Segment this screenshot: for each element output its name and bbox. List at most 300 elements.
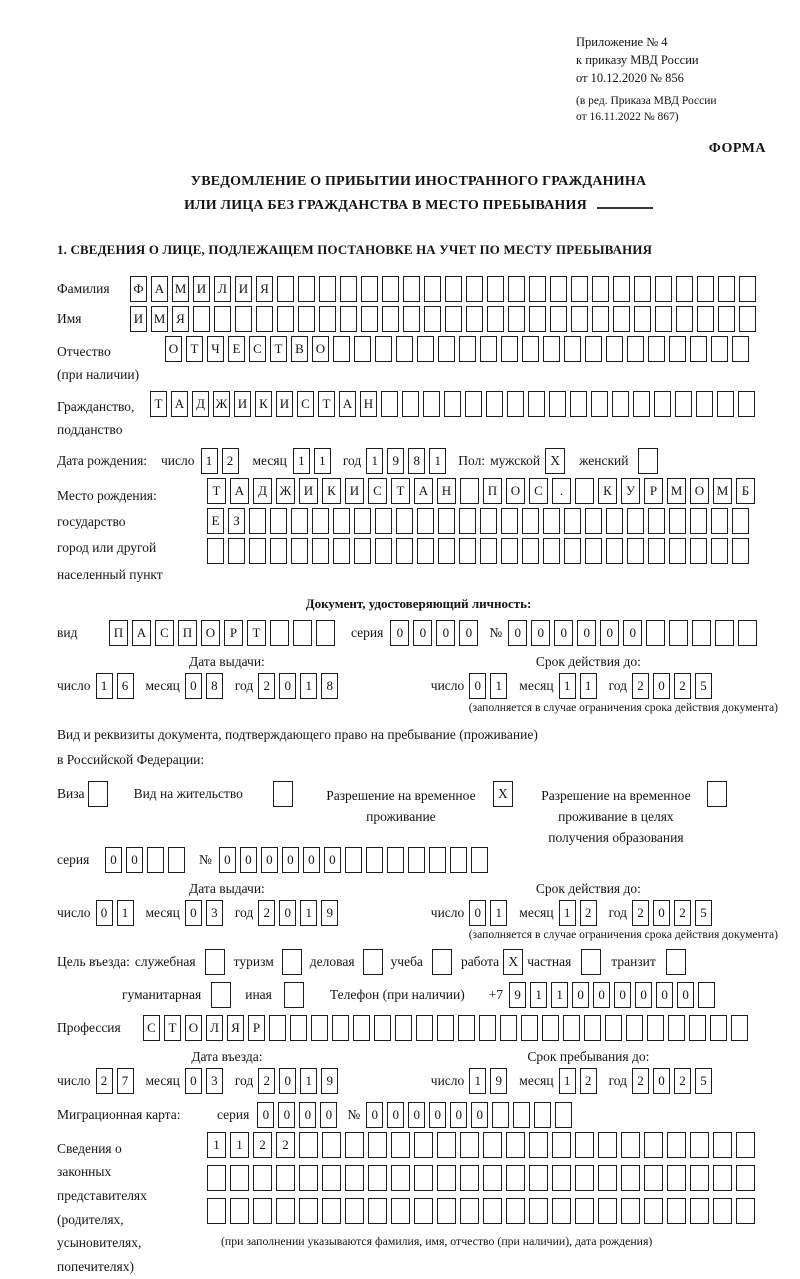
char-cell[interactable] xyxy=(270,508,287,534)
char-cell[interactable] xyxy=(696,391,713,417)
char-cell[interactable] xyxy=(479,1015,496,1041)
char-cell[interactable] xyxy=(480,508,497,534)
char-cell[interactable]: К xyxy=(255,391,272,417)
birthdate-year-cells[interactable] xyxy=(366,448,450,474)
char-cell[interactable] xyxy=(692,620,711,646)
char-cell[interactable] xyxy=(458,1015,475,1041)
char-cell[interactable] xyxy=(655,306,672,332)
char-cell[interactable] xyxy=(676,306,693,332)
char-cell[interactable] xyxy=(543,336,560,362)
char-cell[interactable]: В xyxy=(291,336,308,362)
char-cell[interactable] xyxy=(368,1198,387,1224)
char-cell[interactable] xyxy=(230,1198,249,1224)
purpose-tourism-checkbox[interactable] xyxy=(282,949,302,975)
char-cell[interactable]: О xyxy=(165,336,182,362)
char-cell[interactable]: Н xyxy=(360,391,377,417)
char-cell[interactable] xyxy=(299,1198,318,1224)
char-cell[interactable] xyxy=(522,508,539,534)
char-cell[interactable]: Р xyxy=(644,478,663,504)
char-cell[interactable]: 8 xyxy=(408,448,425,474)
char-cell[interactable]: И xyxy=(193,276,210,302)
purpose-humanitarian-checkbox[interactable] xyxy=(211,982,231,1008)
char-cell[interactable] xyxy=(276,1198,295,1224)
char-cell[interactable] xyxy=(732,538,749,564)
char-cell[interactable] xyxy=(552,1132,571,1158)
char-cell[interactable] xyxy=(253,1198,272,1224)
char-cell[interactable]: 0 xyxy=(303,847,320,873)
char-cell[interactable]: 0 xyxy=(471,1102,488,1128)
char-cell[interactable]: 2 xyxy=(258,1068,275,1094)
char-cell[interactable] xyxy=(739,276,756,302)
char-cell[interactable] xyxy=(644,1198,663,1224)
char-cell[interactable]: И xyxy=(234,391,251,417)
char-cell[interactable]: 9 xyxy=(321,900,338,926)
char-cell[interactable]: П xyxy=(483,478,502,504)
char-cell[interactable] xyxy=(290,1015,307,1041)
char-cell[interactable] xyxy=(513,1102,530,1128)
char-cell[interactable]: 1 xyxy=(96,673,113,699)
char-cell[interactable] xyxy=(381,391,398,417)
char-cell[interactable]: 2 xyxy=(258,900,275,926)
char-cell[interactable] xyxy=(437,1015,454,1041)
purpose-study-checkbox[interactable] xyxy=(432,949,452,975)
char-cell[interactable] xyxy=(529,1132,548,1158)
char-cell[interactable] xyxy=(414,1198,433,1224)
visa-checkbox[interactable] xyxy=(88,781,108,807)
char-cell[interactable] xyxy=(417,508,434,534)
char-cell[interactable] xyxy=(353,1015,370,1041)
char-cell[interactable] xyxy=(736,1165,755,1191)
char-cell[interactable]: 0 xyxy=(459,620,478,646)
char-cell[interactable]: Т xyxy=(391,478,410,504)
char-cell[interactable] xyxy=(354,508,371,534)
char-cell[interactable]: 6 xyxy=(117,673,134,699)
char-cell[interactable]: 0 xyxy=(577,620,596,646)
char-cell[interactable] xyxy=(667,1165,686,1191)
char-cell[interactable] xyxy=(711,538,728,564)
char-cell[interactable]: Ж xyxy=(213,391,230,417)
residence-expiry-year-cells[interactable] xyxy=(632,900,716,926)
char-cell[interactable]: Я xyxy=(172,306,189,332)
char-cell[interactable] xyxy=(621,1165,640,1191)
char-cell[interactable]: 2 xyxy=(632,673,649,699)
char-cell[interactable] xyxy=(437,1165,456,1191)
char-cell[interactable] xyxy=(542,1015,559,1041)
char-cell[interactable] xyxy=(647,1015,664,1041)
char-cell[interactable]: М xyxy=(151,306,168,332)
char-cell[interactable] xyxy=(669,620,688,646)
char-cell[interactable] xyxy=(391,1165,410,1191)
char-cell[interactable]: 5 xyxy=(695,900,712,926)
char-cell[interactable]: 0 xyxy=(105,847,122,873)
char-cell[interactable] xyxy=(345,1198,364,1224)
char-cell[interactable]: Л xyxy=(214,276,231,302)
char-cell[interactable] xyxy=(483,1198,502,1224)
char-cell[interactable]: 0 xyxy=(653,900,670,926)
char-cell[interactable]: О xyxy=(185,1015,202,1041)
char-cell[interactable] xyxy=(311,1015,328,1041)
char-cell[interactable]: А xyxy=(132,620,151,646)
char-cell[interactable] xyxy=(487,306,504,332)
char-cell[interactable]: 2 xyxy=(253,1132,272,1158)
char-cell[interactable] xyxy=(228,538,245,564)
char-cell[interactable] xyxy=(354,538,371,564)
char-cell[interactable] xyxy=(667,1132,686,1158)
purpose-business-checkbox[interactable] xyxy=(363,949,383,975)
surname-cells[interactable] xyxy=(130,276,760,302)
char-cell[interactable] xyxy=(277,276,294,302)
char-cell[interactable] xyxy=(322,1198,341,1224)
char-cell[interactable]: 1 xyxy=(490,673,507,699)
char-cell[interactable]: 8 xyxy=(206,673,223,699)
char-cell[interactable] xyxy=(214,306,231,332)
char-cell[interactable] xyxy=(391,1132,410,1158)
stay-until-day-cells[interactable] xyxy=(469,1068,511,1094)
char-cell[interactable] xyxy=(437,1198,456,1224)
birthplace-cells-row3[interactable] xyxy=(207,538,759,564)
char-cell[interactable] xyxy=(697,306,714,332)
char-cell[interactable]: 1 xyxy=(314,448,331,474)
char-cell[interactable] xyxy=(361,306,378,332)
char-cell[interactable]: И xyxy=(276,391,293,417)
char-cell[interactable] xyxy=(529,1198,548,1224)
char-cell[interactable] xyxy=(506,1198,525,1224)
char-cell[interactable] xyxy=(395,1015,412,1041)
char-cell[interactable] xyxy=(634,306,651,332)
char-cell[interactable] xyxy=(417,538,434,564)
char-cell[interactable] xyxy=(633,391,650,417)
char-cell[interactable] xyxy=(460,1132,479,1158)
sex-male-checkbox[interactable]: X xyxy=(545,448,565,474)
char-cell[interactable]: 0 xyxy=(429,1102,446,1128)
char-cell[interactable] xyxy=(368,1165,387,1191)
char-cell[interactable] xyxy=(606,538,623,564)
char-cell[interactable]: 1 xyxy=(580,673,597,699)
char-cell[interactable]: 0 xyxy=(219,847,236,873)
char-cell[interactable] xyxy=(644,1132,663,1158)
identity-expiry-day-cells[interactable] xyxy=(469,673,511,699)
char-cell[interactable] xyxy=(575,1198,594,1224)
char-cell[interactable] xyxy=(738,391,755,417)
char-cell[interactable] xyxy=(564,508,581,534)
identity-expiry-month-cells[interactable] xyxy=(559,673,601,699)
char-cell[interactable] xyxy=(571,276,588,302)
char-cell[interactable]: 5 xyxy=(695,1068,712,1094)
char-cell[interactable] xyxy=(387,847,404,873)
stay-until-year-cells[interactable] xyxy=(632,1068,716,1094)
char-cell[interactable] xyxy=(445,306,462,332)
char-cell[interactable]: 2 xyxy=(580,900,597,926)
char-cell[interactable] xyxy=(584,1015,601,1041)
char-cell[interactable] xyxy=(345,847,362,873)
char-cell[interactable] xyxy=(627,538,644,564)
char-cell[interactable]: И xyxy=(130,306,147,332)
char-cell[interactable] xyxy=(675,391,692,417)
char-cell[interactable] xyxy=(591,391,608,417)
char-cell[interactable] xyxy=(550,276,567,302)
char-cell[interactable] xyxy=(483,1132,502,1158)
char-cell[interactable]: О xyxy=(201,620,220,646)
char-cell[interactable]: 1 xyxy=(559,673,576,699)
char-cell[interactable] xyxy=(634,276,651,302)
char-cell[interactable] xyxy=(445,276,462,302)
temp-residence-checkbox[interactable]: X xyxy=(493,781,513,807)
char-cell[interactable] xyxy=(416,1015,433,1041)
char-cell[interactable] xyxy=(322,1132,341,1158)
char-cell[interactable] xyxy=(522,336,539,362)
residence-issue-year-cells[interactable] xyxy=(258,900,342,926)
char-cell[interactable]: 0 xyxy=(469,900,486,926)
char-cell[interactable]: 0 xyxy=(390,620,409,646)
char-cell[interactable] xyxy=(459,538,476,564)
char-cell[interactable] xyxy=(340,276,357,302)
char-cell[interactable]: 1 xyxy=(300,1068,317,1094)
char-cell[interactable] xyxy=(354,336,371,362)
char-cell[interactable]: 0 xyxy=(279,900,296,926)
char-cell[interactable]: 0 xyxy=(614,982,631,1008)
char-cell[interactable] xyxy=(598,1165,617,1191)
char-cell[interactable]: Я xyxy=(256,276,273,302)
char-cell[interactable] xyxy=(460,1165,479,1191)
identity-doc-series-cells[interactable] xyxy=(390,620,482,646)
char-cell[interactable]: 1 xyxy=(366,448,383,474)
char-cell[interactable] xyxy=(402,391,419,417)
char-cell[interactable] xyxy=(316,620,335,646)
char-cell[interactable]: 0 xyxy=(677,982,694,1008)
char-cell[interactable] xyxy=(333,336,350,362)
char-cell[interactable] xyxy=(270,620,289,646)
char-cell[interactable]: 0 xyxy=(185,673,202,699)
birthdate-month-cells[interactable] xyxy=(293,448,335,474)
char-cell[interactable]: 0 xyxy=(320,1102,337,1128)
purpose-work-checkbox[interactable]: X xyxy=(503,949,523,975)
char-cell[interactable] xyxy=(655,276,672,302)
char-cell[interactable] xyxy=(717,391,734,417)
char-cell[interactable] xyxy=(606,336,623,362)
char-cell[interactable] xyxy=(438,508,455,534)
char-cell[interactable] xyxy=(382,276,399,302)
char-cell[interactable] xyxy=(492,1102,509,1128)
char-cell[interactable]: К xyxy=(598,478,617,504)
char-cell[interactable] xyxy=(543,508,560,534)
char-cell[interactable] xyxy=(299,1165,318,1191)
char-cell[interactable] xyxy=(291,508,308,534)
char-cell[interactable] xyxy=(396,508,413,534)
char-cell[interactable] xyxy=(193,306,210,332)
char-cell[interactable]: С xyxy=(297,391,314,417)
patronymic-cells[interactable] xyxy=(165,336,753,362)
char-cell[interactable]: Л xyxy=(206,1015,223,1041)
char-cell[interactable] xyxy=(613,306,630,332)
char-cell[interactable] xyxy=(598,1198,617,1224)
char-cell[interactable]: 1 xyxy=(300,673,317,699)
char-cell[interactable] xyxy=(570,391,587,417)
char-cell[interactable] xyxy=(550,306,567,332)
char-cell[interactable] xyxy=(575,478,594,504)
char-cell[interactable] xyxy=(501,508,518,534)
char-cell[interactable] xyxy=(627,508,644,534)
char-cell[interactable] xyxy=(646,620,665,646)
char-cell[interactable]: 1 xyxy=(551,982,568,1008)
char-cell[interactable]: А xyxy=(414,478,433,504)
char-cell[interactable]: 1 xyxy=(469,1068,486,1094)
char-cell[interactable]: 0 xyxy=(554,620,573,646)
char-cell[interactable]: Д xyxy=(253,478,272,504)
char-cell[interactable] xyxy=(731,1015,748,1041)
char-cell[interactable]: М xyxy=(713,478,732,504)
char-cell[interactable] xyxy=(466,306,483,332)
legal-reps-cells-row1[interactable] xyxy=(207,1132,759,1158)
char-cell[interactable]: 1 xyxy=(117,900,134,926)
char-cell[interactable] xyxy=(598,1132,617,1158)
char-cell[interactable] xyxy=(230,1165,249,1191)
char-cell[interactable]: 8 xyxy=(321,673,338,699)
char-cell[interactable] xyxy=(690,336,707,362)
char-cell[interactable]: О xyxy=(312,336,329,362)
char-cell[interactable]: П xyxy=(178,620,197,646)
char-cell[interactable] xyxy=(291,538,308,564)
char-cell[interactable] xyxy=(207,538,224,564)
char-cell[interactable] xyxy=(710,1015,727,1041)
char-cell[interactable]: С xyxy=(249,336,266,362)
char-cell[interactable] xyxy=(648,538,665,564)
char-cell[interactable] xyxy=(414,1165,433,1191)
char-cell[interactable] xyxy=(424,276,441,302)
char-cell[interactable]: 0 xyxy=(279,1068,296,1094)
char-cell[interactable] xyxy=(690,508,707,534)
char-cell[interactable]: 0 xyxy=(282,847,299,873)
char-cell[interactable]: Ч xyxy=(207,336,224,362)
char-cell[interactable]: И xyxy=(235,276,252,302)
char-cell[interactable] xyxy=(713,1132,732,1158)
char-cell[interactable]: 0 xyxy=(450,1102,467,1128)
char-cell[interactable]: 1 xyxy=(559,900,576,926)
char-cell[interactable]: 0 xyxy=(572,982,589,1008)
char-cell[interactable]: 0 xyxy=(261,847,278,873)
char-cell[interactable] xyxy=(408,847,425,873)
char-cell[interactable] xyxy=(340,306,357,332)
char-cell[interactable]: 1 xyxy=(429,448,446,474)
char-cell[interactable] xyxy=(480,336,497,362)
char-cell[interactable] xyxy=(711,336,728,362)
char-cell[interactable]: 0 xyxy=(635,982,652,1008)
char-cell[interactable] xyxy=(690,538,707,564)
char-cell[interactable] xyxy=(713,1165,732,1191)
char-cell[interactable]: 2 xyxy=(674,1068,691,1094)
char-cell[interactable]: 2 xyxy=(258,673,275,699)
char-cell[interactable] xyxy=(391,1198,410,1224)
identity-doc-kind-cells[interactable] xyxy=(109,620,339,646)
identity-doc-number-cells[interactable] xyxy=(508,620,761,646)
char-cell[interactable] xyxy=(298,276,315,302)
char-cell[interactable]: Р xyxy=(248,1015,265,1041)
char-cell[interactable] xyxy=(644,1165,663,1191)
char-cell[interactable] xyxy=(501,538,518,564)
char-cell[interactable] xyxy=(429,847,446,873)
char-cell[interactable]: Н xyxy=(437,478,456,504)
char-cell[interactable] xyxy=(571,306,588,332)
char-cell[interactable]: 9 xyxy=(387,448,404,474)
char-cell[interactable] xyxy=(480,538,497,564)
char-cell[interactable] xyxy=(715,620,734,646)
char-cell[interactable] xyxy=(396,538,413,564)
char-cell[interactable] xyxy=(333,538,350,564)
char-cell[interactable]: 0 xyxy=(185,900,202,926)
char-cell[interactable] xyxy=(417,336,434,362)
char-cell[interactable] xyxy=(575,1165,594,1191)
char-cell[interactable] xyxy=(713,1198,732,1224)
char-cell[interactable] xyxy=(563,1015,580,1041)
char-cell[interactable]: 2 xyxy=(580,1068,597,1094)
char-cell[interactable] xyxy=(508,276,525,302)
residence-issue-month-cells[interactable] xyxy=(185,900,227,926)
char-cell[interactable] xyxy=(528,391,545,417)
char-cell[interactable] xyxy=(732,508,749,534)
char-cell[interactable]: 0 xyxy=(413,620,432,646)
citizenship-cells[interactable] xyxy=(150,391,759,417)
char-cell[interactable] xyxy=(669,538,686,564)
identity-expiry-year-cells[interactable] xyxy=(632,673,716,699)
char-cell[interactable]: 5 xyxy=(695,673,712,699)
char-cell[interactable] xyxy=(333,508,350,534)
char-cell[interactable]: Т xyxy=(247,620,266,646)
char-cell[interactable]: 0 xyxy=(600,620,619,646)
char-cell[interactable]: 0 xyxy=(240,847,257,873)
char-cell[interactable] xyxy=(270,538,287,564)
char-cell[interactable]: М xyxy=(667,478,686,504)
char-cell[interactable]: 3 xyxy=(206,1068,223,1094)
char-cell[interactable]: 1 xyxy=(530,982,547,1008)
char-cell[interactable] xyxy=(543,538,560,564)
char-cell[interactable] xyxy=(403,276,420,302)
char-cell[interactable]: 0 xyxy=(185,1068,202,1094)
char-cell[interactable] xyxy=(529,1165,548,1191)
char-cell[interactable] xyxy=(269,1015,286,1041)
char-cell[interactable]: 0 xyxy=(408,1102,425,1128)
char-cell[interactable] xyxy=(345,1132,364,1158)
char-cell[interactable] xyxy=(667,1198,686,1224)
char-cell[interactable] xyxy=(207,1198,226,1224)
char-cell[interactable]: 7 xyxy=(117,1068,134,1094)
char-cell[interactable]: 9 xyxy=(321,1068,338,1094)
char-cell[interactable]: Я xyxy=(227,1015,244,1041)
residence-expiry-month-cells[interactable] xyxy=(559,900,601,926)
char-cell[interactable] xyxy=(698,982,715,1008)
char-cell[interactable] xyxy=(736,1198,755,1224)
char-cell[interactable]: 1 xyxy=(207,1132,226,1158)
residence-series-cells[interactable] xyxy=(105,847,189,873)
char-cell[interactable] xyxy=(575,1132,594,1158)
char-cell[interactable]: С xyxy=(143,1015,160,1041)
char-cell[interactable] xyxy=(738,620,757,646)
char-cell[interactable]: Т xyxy=(150,391,167,417)
char-cell[interactable] xyxy=(669,508,686,534)
phone-cells[interactable] xyxy=(509,982,719,1008)
identity-issue-year-cells[interactable] xyxy=(258,673,342,699)
char-cell[interactable] xyxy=(424,306,441,332)
char-cell[interactable]: 0 xyxy=(656,982,673,1008)
char-cell[interactable]: 1 xyxy=(490,900,507,926)
char-cell[interactable] xyxy=(506,1165,525,1191)
char-cell[interactable] xyxy=(277,306,294,332)
char-cell[interactable] xyxy=(299,1132,318,1158)
char-cell[interactable]: Д xyxy=(192,391,209,417)
char-cell[interactable]: Т xyxy=(270,336,287,362)
entry-day-cells[interactable] xyxy=(96,1068,138,1094)
char-cell[interactable] xyxy=(249,538,266,564)
char-cell[interactable] xyxy=(690,1132,709,1158)
char-cell[interactable] xyxy=(345,1165,364,1191)
